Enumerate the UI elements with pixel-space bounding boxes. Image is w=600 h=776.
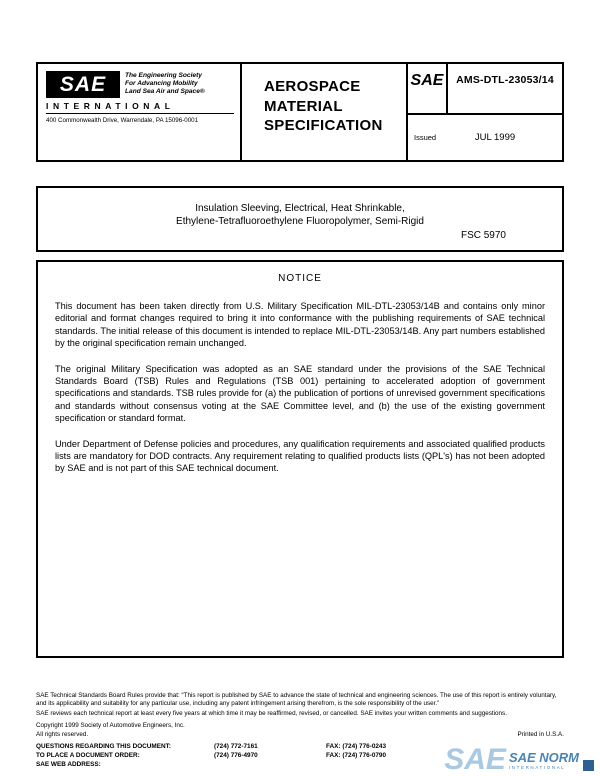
tagline-line-3: Land Sea Air and Space® <box>125 88 205 96</box>
header-right <box>408 64 562 160</box>
spec-title-line-2: Ethylene-Tetrafluoroethylene Fluoropolymer, Semi-Rigid <box>176 216 424 227</box>
contact-phone: (724) 772-7161 <box>214 743 258 751</box>
fsc-code: FSC 5970 <box>460 230 506 241</box>
review-notice: SAE reviews each technical report at least every five years at which time it may be reaffirmed, revised, or cancelled. SAE invites your written comments and suggestions. <box>36 709 507 717</box>
notice-heading: NOTICE <box>278 273 322 284</box>
watermark-text <box>509 751 579 770</box>
watermark-name: SAE NORM <box>508 749 579 765</box>
header-left <box>38 64 242 160</box>
sae-tagline <box>125 71 205 97</box>
doc-type-line-3: SPECIFICATION <box>264 117 383 134</box>
document-type-title <box>242 64 408 160</box>
header-right-top <box>408 64 562 115</box>
sae-norm-watermark <box>444 743 594 776</box>
title-block <box>36 186 564 252</box>
watermark-block-icon <box>583 760 594 771</box>
notice-paragraph-3: Under Department of Defense policies and procedures, any qualification requirements and associated qualified products lists are mandatory for DOD contracts. Any requirement relating to qualified products lists (QPL's) has not been adopted by SAE and is not part of this SAE technical document. <box>55 438 545 474</box>
sae-logo: SAE <box>46 71 120 98</box>
watermark-subtitle: INTERNATIONAL <box>508 764 566 770</box>
header <box>36 62 564 162</box>
copyright-line: Copyright 1999 Society of Automotive Engineers, Inc. <box>36 722 185 730</box>
doc-type-line-2: MATERIAL <box>264 97 343 115</box>
sae-watermark-logo: SAE <box>444 743 506 776</box>
contact-phone: (724) 776-4970 <box>214 751 258 759</box>
issued-date: JUL 1999 <box>474 132 516 143</box>
rights-row <box>36 731 564 738</box>
contact-fax: FAX: (724) 776-0790 <box>326 751 387 759</box>
printed-in: Printed in U.S.A. <box>517 731 564 739</box>
contact-phone <box>214 761 326 770</box>
contact-label: QUESTIONS REGARDING THIS DOCUMENT: <box>36 743 171 751</box>
legal-disclaimer: SAE Technical Standards Board Rules provide that: “This report is published by SAE to advance the state of technical and engineering sciences. The use of this report is entirely voluntary, and its applicability and suitability for any particular use, including any patent infringement arising therefrom, is the sole responsibility of the user.” <box>36 692 557 707</box>
notice-paragraph-2: The original Military Specification was adopted as an SAE standard under the provisions of the SAE Technical Standards Board (TSB) Rules and Regulations (TSB 001) pertaining to accelerated adoption of government specifications and standards. TSB rules provide for (a) the publication of portions of unrevised government specifications and standards without consensus voting at the SAE Committee level, and (b) the use of the existing government specification or standard format. <box>55 363 545 424</box>
spec-title-line-1: Insulation Sleeving, Electrical, Heat Shrinkable, <box>195 203 405 214</box>
document-number: AMS-DTL-23053/14 <box>456 74 554 86</box>
doc-type-line-1: AEROSPACE <box>264 78 361 95</box>
notice-block <box>36 260 564 658</box>
tagline-line-2: For Advancing Mobility <box>125 80 198 88</box>
tagline-line-1: The Engineering Society <box>125 72 202 79</box>
contact-fax: FAX: (724) 776-0243 <box>326 743 387 751</box>
notice-paragraph-1: This document has been taken directly from U.S. Military Specification MIL-DTL-23053/14B and contains only minor editorial and format changes required to bring it into conformance with the publishing requirements of SAE technical standards. The initial release of this document is intended to replace MIL-DTL-23053/14B. Any part numbers established by the original specification remain unchanged. <box>55 301 545 349</box>
international-label: INTERNATIONAL <box>46 101 234 114</box>
contact-label: SAE WEB ADDRESS: <box>36 760 101 768</box>
issued-row <box>408 115 562 160</box>
sae-small-logo: SAE <box>408 64 448 113</box>
issued-label: Issued <box>414 133 437 142</box>
contact-label: TO PLACE A DOCUMENT ORDER: <box>36 751 140 759</box>
rights-reserved: All rights reserved. <box>36 731 89 739</box>
header-left-top <box>46 71 234 98</box>
publisher-address: 400 Commonwealth Drive, Warrendale, PA 15096-0001 <box>46 117 199 124</box>
